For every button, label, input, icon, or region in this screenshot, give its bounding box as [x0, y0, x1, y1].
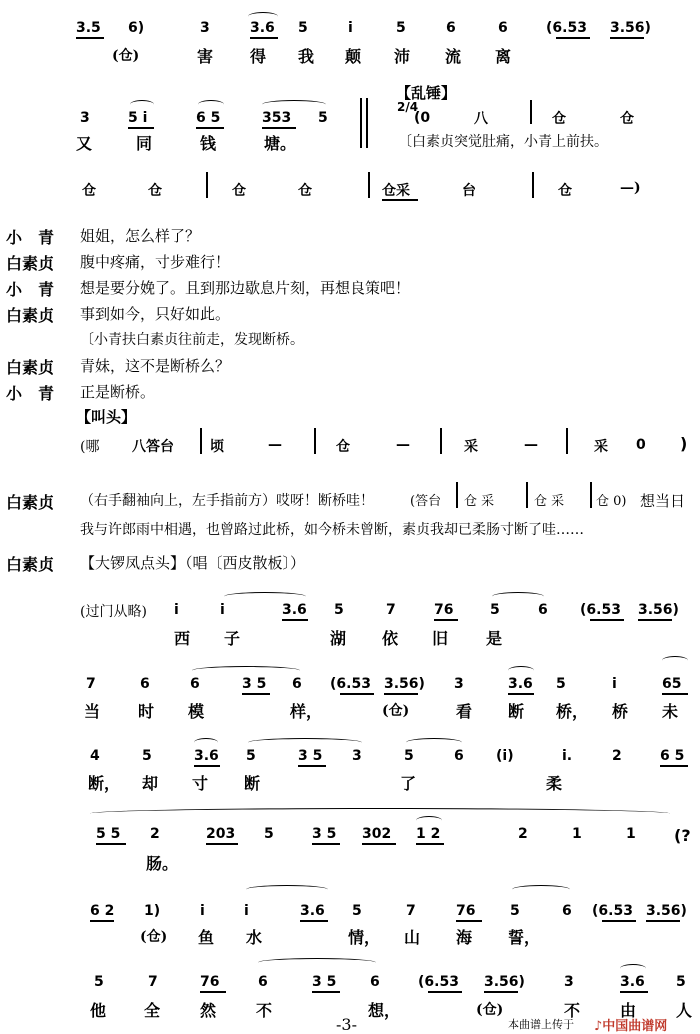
- lyric: 由: [620, 1001, 637, 1020]
- perc: 仓 采: [464, 494, 495, 509]
- note: 6: [562, 903, 572, 919]
- role-name: 白素贞: [6, 555, 55, 574]
- note: 6 2: [90, 903, 115, 919]
- note: 5 5: [96, 826, 121, 842]
- perc: 仓采: [382, 183, 410, 199]
- lyric: 颠: [345, 47, 362, 66]
- speech-text: 青妹，这不是断桥么？: [80, 357, 231, 375]
- note: 5 i: [128, 110, 148, 126]
- note: 3.6: [508, 676, 533, 692]
- stage-direction: 〔白素贞突觉肚痛，小青上前扶。: [398, 134, 608, 150]
- note: 1: [572, 826, 582, 842]
- note: (6.53: [580, 602, 621, 618]
- lyric: 依: [382, 629, 399, 648]
- note: 6: [370, 974, 380, 990]
- lyric: 柔: [546, 774, 563, 793]
- perc: —: [268, 437, 282, 453]
- lyric: (仓): [382, 703, 410, 719]
- note: 6: [538, 602, 548, 618]
- note: 6 5: [196, 110, 221, 126]
- lyric: 誓，: [508, 928, 541, 947]
- perc: 仓 0): [596, 494, 627, 509]
- note: 3 5: [312, 974, 337, 990]
- speech-text: 想是要分娩了。且到那边歇息片刻，再想良策吧！: [80, 279, 411, 297]
- note: 2: [150, 826, 160, 842]
- lyric: 桥: [612, 702, 629, 721]
- note: 65: [662, 676, 682, 692]
- lyric: 子: [224, 629, 241, 648]
- lyric: 看: [456, 702, 473, 721]
- note: 3: [200, 20, 210, 36]
- lyric: (仓): [140, 929, 168, 945]
- note: 3.6: [194, 748, 219, 764]
- section-header: 【大锣凤点头】（唱〔西皮散板〕）: [80, 554, 306, 572]
- note: (6.53: [546, 20, 587, 36]
- perc: 八: [474, 111, 488, 127]
- lyric: (仓): [112, 48, 140, 64]
- time-signature: 2/4: [397, 100, 419, 114]
- note: 1 2: [416, 826, 441, 842]
- perc: 仓: [620, 111, 634, 127]
- note: 6: [292, 676, 302, 692]
- lyric: (仓): [476, 1002, 504, 1018]
- note: 203: [206, 826, 236, 842]
- note: 353: [262, 110, 292, 126]
- upload-note: 本曲谱上传于: [508, 1018, 574, 1031]
- note: 3.6: [620, 974, 645, 990]
- lyric: 人: [676, 1001, 693, 1020]
- note: (6.53: [418, 974, 459, 990]
- speech-text: 想当日: [640, 492, 686, 510]
- lyric: 水: [246, 928, 263, 947]
- role-name: 白素贞: [6, 358, 55, 377]
- lyric: 断: [508, 702, 525, 721]
- lyric: 是: [486, 629, 503, 648]
- lyric: 样，: [290, 702, 323, 721]
- lyric: 旧: [432, 629, 449, 648]
- note: i.: [562, 748, 573, 764]
- note: 6: [140, 676, 150, 692]
- perc: 仓: [82, 183, 96, 199]
- note: 5: [264, 826, 274, 842]
- note: 5: [396, 20, 406, 36]
- stage-direction: 〔小青扶白素贞往前走，发现断桥。: [80, 332, 304, 348]
- lyric: 西: [174, 629, 191, 648]
- note: 5: [94, 974, 104, 990]
- note: 3.56): [646, 903, 687, 919]
- perc: 仓: [232, 183, 246, 199]
- role-name: 白素贞: [6, 306, 55, 325]
- perc: 仓: [298, 183, 312, 199]
- lyric: 鱼: [198, 928, 215, 947]
- note: 6: [190, 676, 200, 692]
- note: 6 5: [660, 748, 685, 764]
- perc: 仓 采: [534, 494, 565, 509]
- lyric: 却: [142, 774, 159, 793]
- lyric: 然: [200, 1001, 217, 1020]
- speech-text: 我与许郎雨中相遇，也曾路过此桥，如今桥未曾断，素贞我却已柔肠寸断了哇……: [80, 522, 584, 538]
- lyric: 当: [84, 702, 101, 721]
- perc: —): [620, 180, 641, 196]
- speech-text: 腹中疼痛，寸步难行！: [80, 253, 231, 271]
- music-note-icon: ♪: [594, 1019, 603, 1034]
- role-name: 白素贞: [6, 493, 55, 512]
- note: 3.5: [76, 20, 101, 36]
- lyric: 模: [188, 702, 205, 721]
- note: 1: [626, 826, 636, 842]
- note: 7: [86, 676, 96, 692]
- note: 3 5: [298, 748, 323, 764]
- perc: 采: [594, 439, 608, 455]
- note: 3.56): [638, 602, 679, 618]
- note: 3: [454, 676, 464, 692]
- lyric: 不: [564, 1001, 581, 1020]
- lyric: 断: [244, 774, 261, 793]
- note: i: [200, 903, 205, 919]
- note: 4: [90, 748, 100, 764]
- note: 5: [556, 676, 566, 692]
- site-name: 中国曲谱网: [602, 1019, 668, 1034]
- lyric: 钱: [200, 134, 217, 153]
- luanchui-label: 【乱锤】: [396, 84, 457, 102]
- lyric: 山: [404, 928, 421, 947]
- note: 5: [404, 748, 414, 764]
- lyric: 塘。: [264, 134, 297, 153]
- perc: 0: [636, 437, 646, 453]
- perc: 仓: [148, 183, 162, 199]
- lyric: 时: [138, 702, 155, 721]
- perc: 仓: [552, 111, 566, 127]
- perc: —: [524, 437, 538, 453]
- lyric: 了: [400, 774, 417, 793]
- note: 7: [386, 602, 396, 618]
- jiaotou-label: 【叫头】: [76, 408, 137, 426]
- note: 3 5: [312, 826, 337, 842]
- note: 3.6: [300, 903, 325, 919]
- note: 6: [446, 20, 456, 36]
- lyric: 离: [495, 47, 512, 66]
- perc: 仓: [336, 439, 350, 455]
- note: (0: [414, 110, 431, 126]
- note: (i): [496, 748, 514, 764]
- speech-text: （右手翻袖向上，左手指前方）哎呀！断桥哇！: [80, 493, 374, 509]
- note: 5: [352, 903, 362, 919]
- lyric: 不: [256, 1001, 273, 1020]
- lyric: 想，: [368, 1001, 401, 1020]
- perc: 采: [464, 439, 478, 455]
- role-name: 小 青: [6, 280, 55, 299]
- note: 3.56): [484, 974, 525, 990]
- lyric: 又: [76, 134, 93, 153]
- note: i: [348, 20, 353, 36]
- note: 3: [80, 110, 90, 126]
- note: i: [612, 676, 617, 692]
- perc: —: [396, 437, 410, 453]
- note: 6: [498, 20, 508, 36]
- note: 5: [246, 748, 256, 764]
- note: 76: [434, 602, 454, 618]
- perc: (哪: [80, 439, 100, 455]
- lyric: 寸: [192, 774, 209, 793]
- role-name: 小 青: [6, 384, 55, 403]
- note: i: [220, 602, 225, 618]
- lyric: 断，: [88, 774, 121, 793]
- note: i: [174, 602, 179, 618]
- perc: 八答台: [132, 439, 174, 455]
- note: 3.6: [282, 602, 307, 618]
- site-logo[interactable]: [594, 1015, 667, 1034]
- note: 5: [490, 602, 500, 618]
- page-number: -3-: [336, 1015, 357, 1034]
- note: 7: [148, 974, 158, 990]
- note: 6): [128, 20, 145, 36]
- note: 2: [612, 748, 622, 764]
- note: (6.53: [592, 903, 633, 919]
- note: 5: [510, 903, 520, 919]
- perc: 台: [462, 183, 476, 199]
- note: 5: [676, 974, 686, 990]
- lyric: 得: [250, 47, 267, 66]
- note: 302: [362, 826, 392, 842]
- note: i: [244, 903, 249, 919]
- role-name: 小 青: [6, 228, 55, 247]
- note: 3: [352, 748, 362, 764]
- lyric: 湖: [330, 629, 347, 648]
- speech-text: 姐姐，怎么样了？: [80, 227, 201, 245]
- note: (?: [674, 826, 691, 845]
- lyric: 全: [144, 1001, 161, 1020]
- note: 5: [334, 602, 344, 618]
- note: 76: [200, 974, 220, 990]
- lyric: 情，: [348, 928, 381, 947]
- note: 2: [518, 826, 528, 842]
- perc: 仓: [558, 183, 572, 199]
- note: 7: [406, 903, 416, 919]
- note: 5: [318, 110, 328, 126]
- note: 1): [144, 903, 161, 919]
- lyric: 海: [456, 928, 473, 947]
- perc: ): [680, 434, 688, 453]
- note: 5: [298, 20, 308, 36]
- role-name: 白素贞: [6, 254, 55, 273]
- lyric: 肠。: [146, 854, 179, 873]
- lyric: 桥，: [556, 702, 589, 721]
- lyric: 害: [197, 47, 214, 66]
- note: (6.53: [330, 676, 371, 692]
- lyric: 同: [136, 134, 153, 153]
- lyric: 他: [90, 1001, 107, 1020]
- speech-text: 正是断桥。: [80, 383, 156, 401]
- note: 3.56): [610, 20, 651, 36]
- note: 3 5: [242, 676, 267, 692]
- lyric: 沛: [394, 47, 411, 66]
- note: 3: [564, 974, 574, 990]
- lyric: 未: [662, 702, 679, 721]
- note: 6: [454, 748, 464, 764]
- note: 6: [258, 974, 268, 990]
- note: 76: [456, 903, 476, 919]
- perc: (答台: [410, 494, 442, 509]
- perc: 顷: [210, 439, 224, 455]
- speech-text: 事到如今，只好如此。: [80, 305, 231, 323]
- lyric: 流: [445, 47, 462, 66]
- note: 3.6: [250, 20, 275, 36]
- note: 3.56): [384, 676, 425, 692]
- lyric: 我: [298, 47, 315, 66]
- prefix: (过门从略): [80, 604, 147, 620]
- note: 5: [142, 748, 152, 764]
